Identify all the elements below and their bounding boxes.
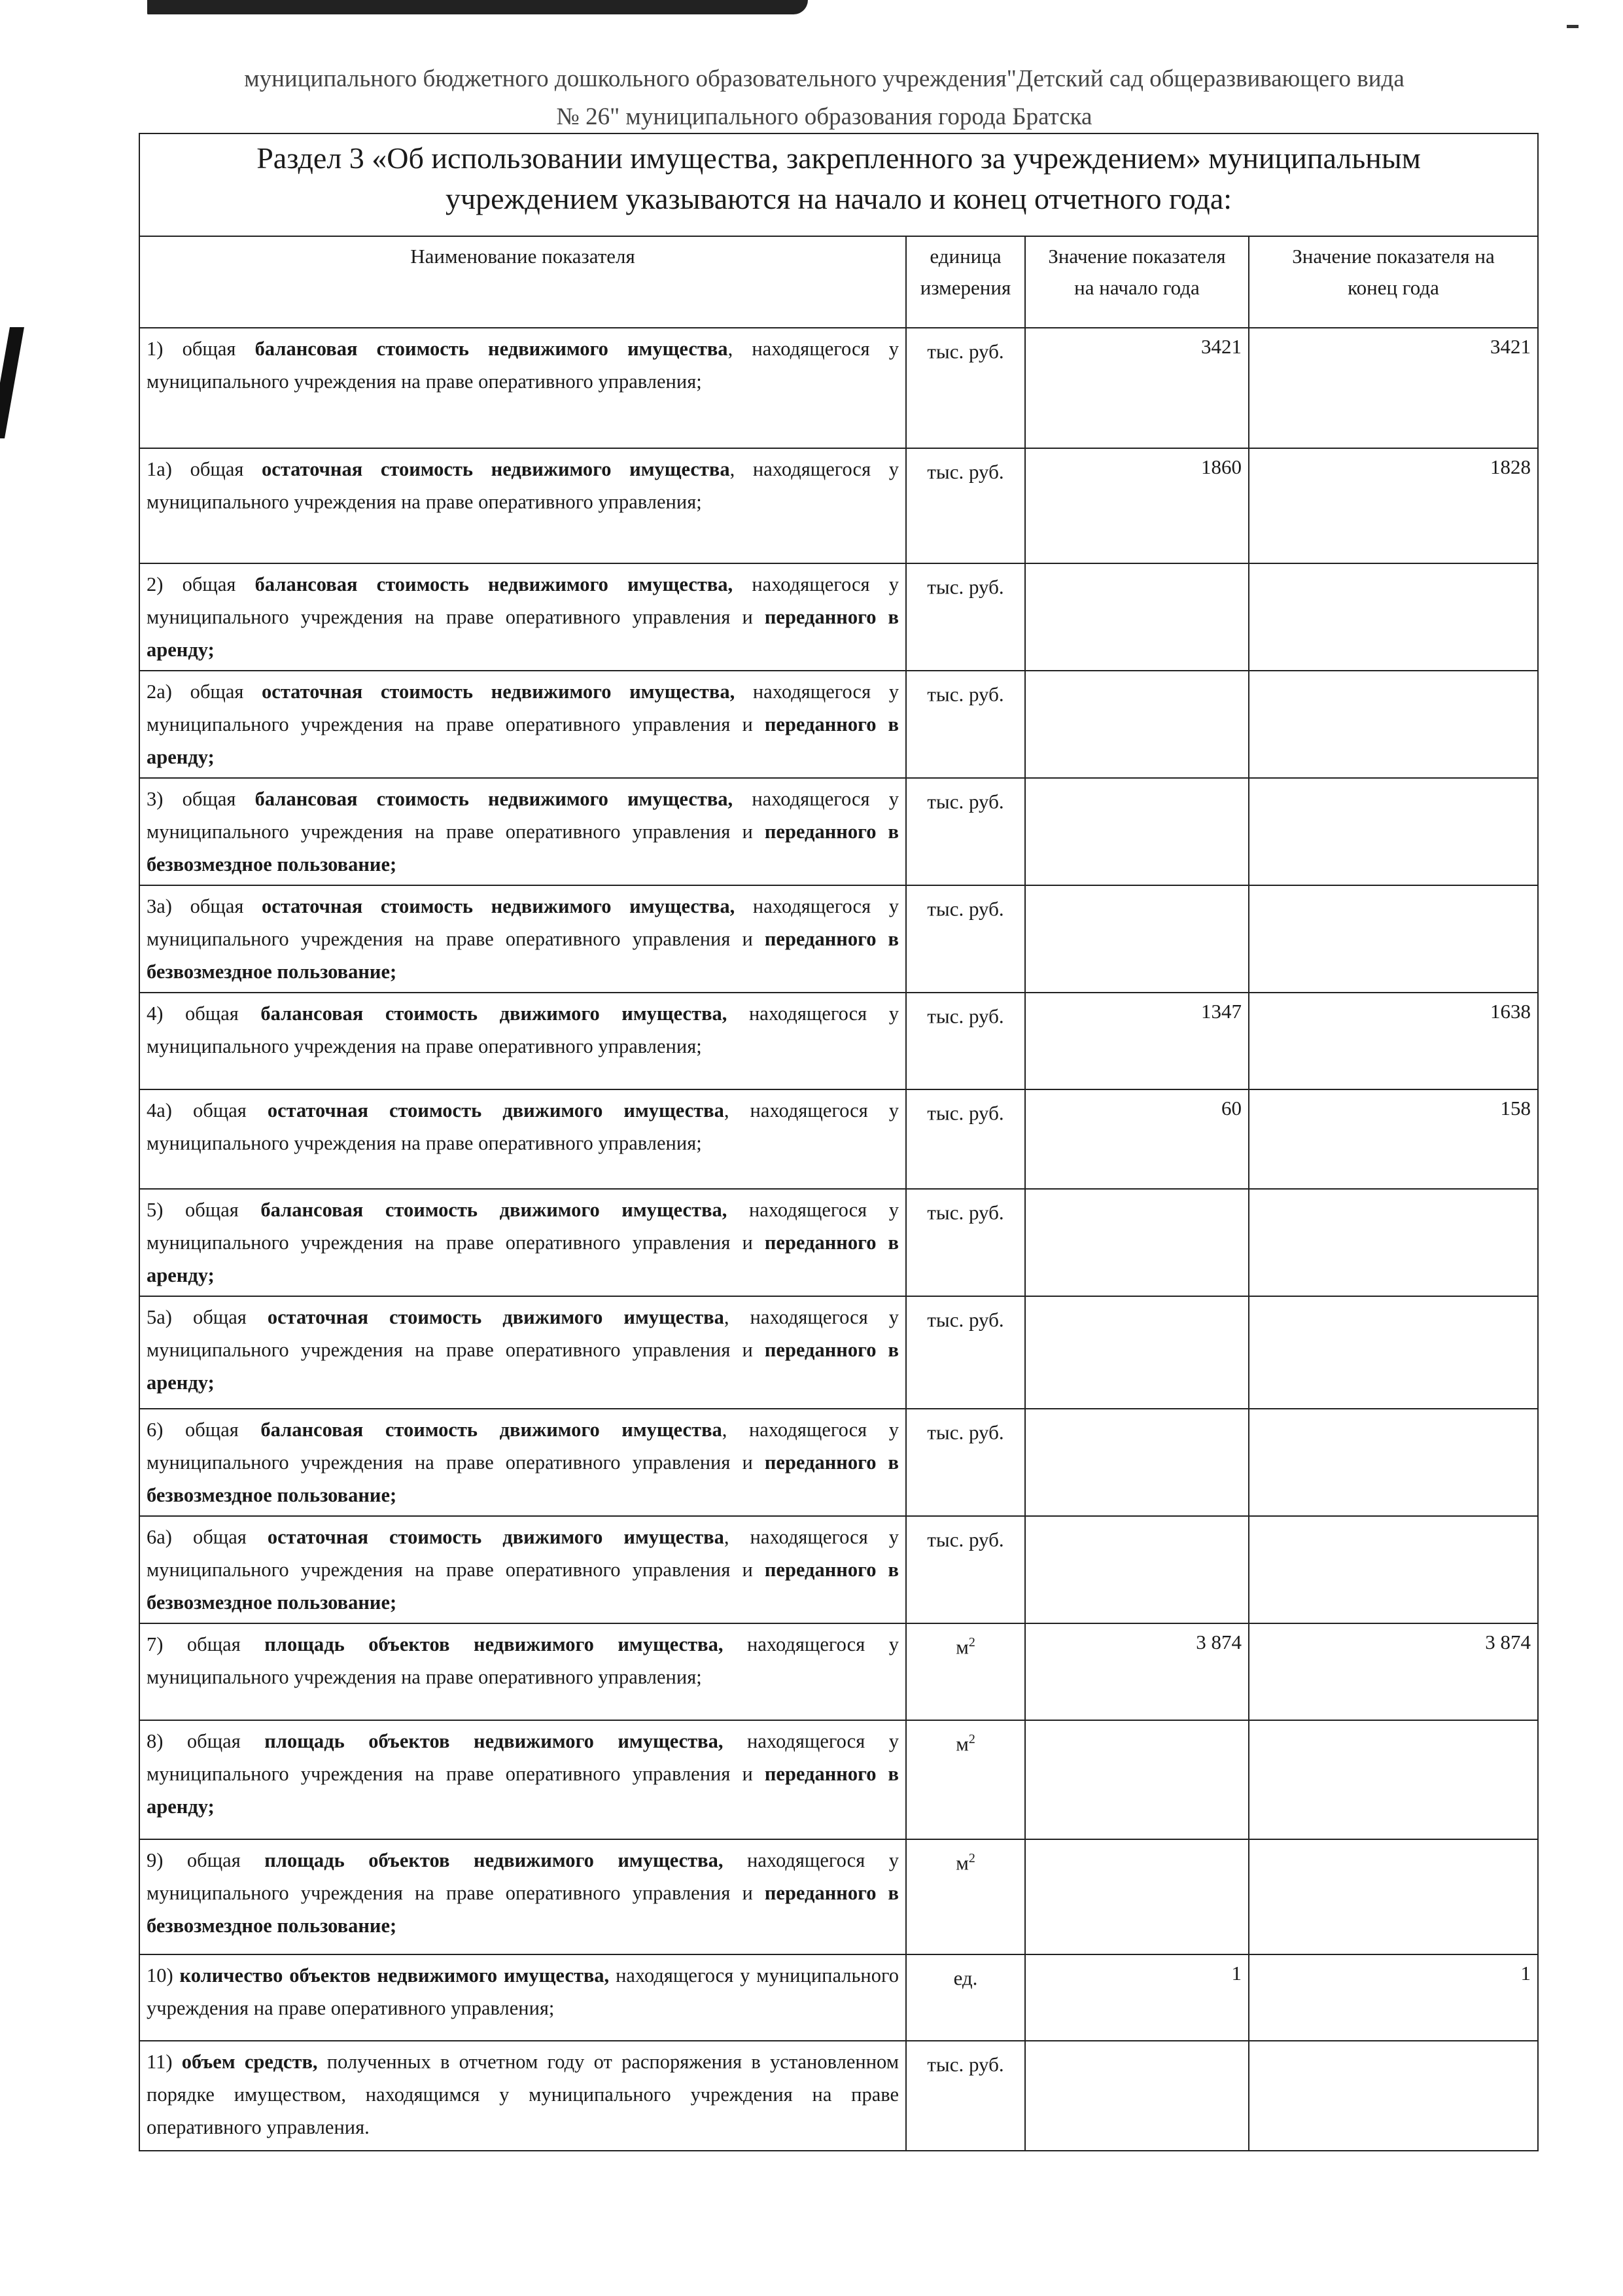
indicator-name: 5а) общая остаточная стоимость движимого имущества, находящегося у муниципального учреждения на праве оперативного управления и переданного в аренду; bbox=[139, 1296, 906, 1409]
value-end-of-year bbox=[1249, 1516, 1538, 1623]
indicator-name: 7) общая площадь объектов недвижимого имущества, находящегося у муниципального учреждения на праве оперативного управления; bbox=[139, 1623, 906, 1720]
section-title-row bbox=[139, 133, 1538, 236]
indicator-name: 3а) общая остаточная стоимость недвижимого имущества, находящегося у муниципального учреждения на праве оперативного управления и переданного в безвозмездное пользование; bbox=[139, 885, 906, 993]
indicator-name: 8) общая площадь объектов недвижимого имущества, находящегося у муниципального учреждения на праве оперативного управления и переданного в аренду; bbox=[139, 1720, 906, 1839]
indicator-name: 4а) общая остаточная стоимость движимого имущества, находящегося у муниципального учреждения на праве оперативного управления; bbox=[139, 1089, 906, 1189]
column-header-name: Наименование показателя bbox=[139, 236, 906, 328]
unit-of-measure: тыс. руб. bbox=[906, 2041, 1025, 2151]
unit-of-measure: тыс. руб. bbox=[906, 993, 1025, 1089]
value-start-of-year bbox=[1025, 563, 1249, 671]
table-row bbox=[139, 563, 1538, 671]
unit-of-measure: тыс. руб. bbox=[906, 448, 1025, 563]
value-end-of-year: 158 bbox=[1249, 1089, 1538, 1189]
column-header-unit: единица измерения bbox=[906, 236, 1025, 328]
table-row bbox=[139, 885, 1538, 993]
column-header-start: Значение показателя на начало года bbox=[1025, 236, 1249, 328]
table-row bbox=[139, 1516, 1538, 1623]
value-start-of-year bbox=[1025, 885, 1249, 993]
property-report-table bbox=[139, 133, 1539, 2151]
value-end-of-year bbox=[1249, 885, 1538, 993]
table-row bbox=[139, 1296, 1538, 1409]
scan-artifact-top bbox=[147, 0, 808, 14]
value-end-of-year: 1 bbox=[1249, 1954, 1538, 2041]
value-start-of-year bbox=[1025, 1516, 1249, 1623]
table-row bbox=[139, 993, 1538, 1089]
unit-of-measure: $м^2$ bbox=[906, 1839, 1025, 1954]
table-row bbox=[139, 2041, 1538, 2151]
value-start-of-year: 60 bbox=[1025, 1089, 1249, 1189]
value-start-of-year bbox=[1025, 1189, 1249, 1296]
unit-of-measure: тыс. руб. bbox=[906, 1189, 1025, 1296]
table-body bbox=[139, 328, 1538, 2151]
value-end-of-year bbox=[1249, 2041, 1538, 2151]
table-row bbox=[139, 1409, 1538, 1516]
value-end-of-year bbox=[1249, 1720, 1538, 1839]
value-end-of-year: 1638 bbox=[1249, 993, 1538, 1089]
value-start-of-year bbox=[1025, 671, 1249, 778]
value-end-of-year bbox=[1249, 778, 1538, 885]
value-end-of-year: 3421 bbox=[1249, 328, 1538, 448]
indicator-name: 2) общая балансовая стоимость недвижимого имущества, находящегося у муниципального учреждения на праве оперативного управления и переданного в аренду; bbox=[139, 563, 906, 671]
table-row bbox=[139, 1839, 1538, 1954]
value-end-of-year: 3 874 bbox=[1249, 1623, 1538, 1720]
unit-of-measure: тыс. руб. bbox=[906, 778, 1025, 885]
value-start-of-year bbox=[1025, 1296, 1249, 1409]
indicator-name: 5) общая балансовая стоимость движимого имущества, находящегося у муниципального учреждения на праве оперативного управления и переданного в аренду; bbox=[139, 1189, 906, 1296]
unit-of-measure: $м^2$ bbox=[906, 1720, 1025, 1839]
value-end-of-year bbox=[1249, 1296, 1538, 1409]
value-end-of-year bbox=[1249, 1839, 1538, 1954]
value-end-of-year bbox=[1249, 671, 1538, 778]
unit-of-measure: ед. bbox=[906, 1954, 1025, 2041]
table-row bbox=[139, 1189, 1538, 1296]
section-title-line-1: Раздел 3 «Об использовании имущества, закрепленного за учреждением» муниципальным bbox=[256, 141, 1421, 175]
value-start-of-year bbox=[1025, 1720, 1249, 1839]
indicator-name: 2а) общая остаточная стоимость недвижимого имущества, находящегося у муниципального учреждения на праве оперативного управления и переданного в аренду; bbox=[139, 671, 906, 778]
unit-of-measure: тыс. руб. bbox=[906, 885, 1025, 993]
indicator-name: 6а) общая остаточная стоимость движимого имущества, находящегося у муниципального учреждения на праве оперативного управления и переданного в безвозмездное пользование; bbox=[139, 1516, 906, 1623]
indicator-name: 9) общая площадь объектов недвижимого имущества, находящегося у муниципального учреждения на праве оперативного управления и переданного в безвозмездное пользование; bbox=[139, 1839, 906, 1954]
value-start-of-year bbox=[1025, 1839, 1249, 1954]
scan-artifact-dot bbox=[1567, 25, 1579, 28]
unit-of-measure: тыс. руб. bbox=[906, 671, 1025, 778]
section-title-line-2: учреждением указываются на начало и конец отчетного года: bbox=[445, 182, 1232, 215]
value-start-of-year: 3421 bbox=[1025, 328, 1249, 448]
institution-header bbox=[105, 60, 1544, 136]
table-row bbox=[139, 1089, 1538, 1189]
indicator-name: 4) общая балансовая стоимость движимого имущества, находящегося у муниципального учреждения на праве оперативного управления; bbox=[139, 993, 906, 1089]
value-end-of-year bbox=[1249, 1189, 1538, 1296]
header-line-2: № 26" муниципального образования города Братска bbox=[556, 103, 1092, 130]
indicator-name: 1) общая балансовая стоимость недвижимого имущества, находящегося у муниципального учреждения на праве оперативного управления; bbox=[139, 328, 906, 448]
column-header-row bbox=[139, 236, 1538, 328]
value-end-of-year bbox=[1249, 1409, 1538, 1516]
indicator-name: 10) количество объектов недвижимого имущества, находящегося у муниципального учреждения на праве оперативного управления; bbox=[139, 1954, 906, 2041]
value-start-of-year: 1347 bbox=[1025, 993, 1249, 1089]
indicator-name: 3) общая балансовая стоимость недвижимого имущества, находящегося у муниципального учреждения на праве оперативного управления и переданного в безвозмездное пользование; bbox=[139, 778, 906, 885]
value-start-of-year bbox=[1025, 1409, 1249, 1516]
value-start-of-year bbox=[1025, 778, 1249, 885]
header-line-1: муниципального бюджетного дошкольного образовательного учреждения"Детский сад общеразвивающего вида bbox=[244, 65, 1405, 92]
unit-of-measure: $м^2$ bbox=[906, 1623, 1025, 1720]
column-header-end: Значение показателя на конец года bbox=[1249, 236, 1538, 328]
indicator-name: 11) объем средств, полученных в отчетном году от распоряжения в установленном порядке имуществом, находящимся у муниципального учреждения на праве оперативного управления. bbox=[139, 2041, 906, 2151]
value-start-of-year bbox=[1025, 2041, 1249, 2151]
indicator-name: 1а) общая остаточная стоимость недвижимого имущества, находящегося у муниципального учреждения на праве оперативного управления; bbox=[139, 448, 906, 563]
value-start-of-year: 1860 bbox=[1025, 448, 1249, 563]
value-start-of-year: 3 874 bbox=[1025, 1623, 1249, 1720]
unit-of-measure: тыс. руб. bbox=[906, 328, 1025, 448]
unit-of-measure: тыс. руб. bbox=[906, 1089, 1025, 1189]
unit-of-measure: тыс. руб. bbox=[906, 1516, 1025, 1623]
unit-of-measure: тыс. руб. bbox=[906, 1296, 1025, 1409]
section-title bbox=[139, 133, 1538, 236]
scan-artifact-left bbox=[0, 327, 24, 438]
table-row bbox=[139, 1720, 1538, 1839]
indicator-name: 6) общая балансовая стоимость движимого имущества, находящегося у муниципального учреждения на праве оперативного управления и переданного в безвозмездное пользование; bbox=[139, 1409, 906, 1516]
table-row bbox=[139, 671, 1538, 778]
table-row bbox=[139, 448, 1538, 563]
table-row bbox=[139, 1623, 1538, 1720]
value-end-of-year: 1828 bbox=[1249, 448, 1538, 563]
value-end-of-year bbox=[1249, 563, 1538, 671]
table-row bbox=[139, 778, 1538, 885]
unit-of-measure: тыс. руб. bbox=[906, 1409, 1025, 1516]
table-row bbox=[139, 328, 1538, 448]
table-row bbox=[139, 1954, 1538, 2041]
unit-of-measure: тыс. руб. bbox=[906, 563, 1025, 671]
value-start-of-year: 1 bbox=[1025, 1954, 1249, 2041]
